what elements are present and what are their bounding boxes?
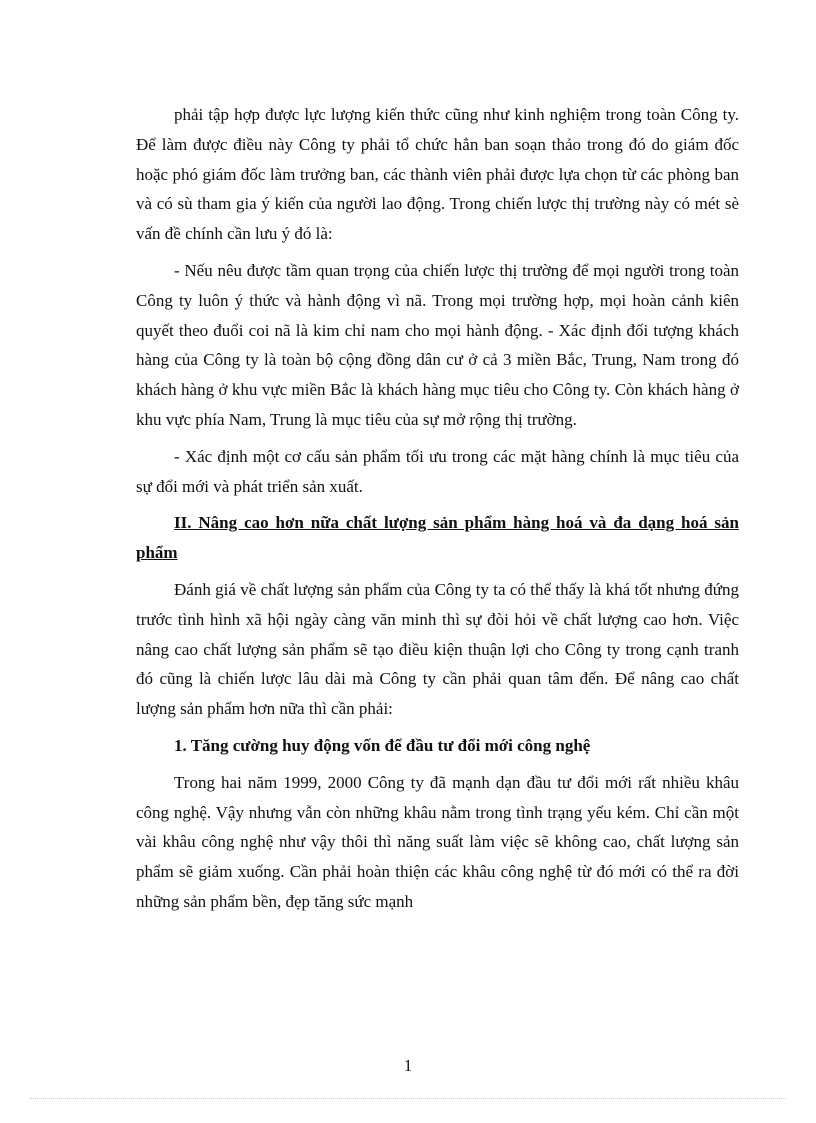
document-body xyxy=(136,100,739,924)
page-number: 1 xyxy=(403,1056,413,1075)
paragraph-quality-assessment: Đánh giá về chất lượng sản phẩm của Công ty ta có thể thấy là khá tốt nhưng đứng trước tình hình xã hội ngày càng văn minh thì sự đòi hỏi về chất lượng cao hơn. Việc nâng cao chất lượng sản phẩm sẽ tạo điều kiện thuận lợi cho Công ty trong cạnh tranh đó cũng là chiến lược lâu dài mà Công ty cần phải quan tâm đến. Để nâng cao chất lượng sản phẩm hơn nữa thì cần phải: xyxy=(136,579,739,719)
paragraph-technology-renewal: Trong hai năm 1999, 2000 Công ty đã mạnh dạn đầu tư đổi mới rất nhiều khâu công nghệ. Vậy nhưng vẫn còn những khâu nằm trong tình trạng yếu kém. Chỉ cần một vài khâu công nghệ như vậy thôi thì năng suất làm việc sẽ không cao, chất lượng sản phẩm sẽ giảm xuống. Cần phải hoàn thiện các khâu công nghệ từ đó mới có thể ra đời những sản phẩm bền, đẹp tăng sức mạnh xyxy=(136,772,739,911)
paragraph-product-structure: - Xác định một cơ cấu sản phẩm tối ưu trong các mặt hàng chính là mục tiêu của sự đổi mới và phát triển sản xuất. xyxy=(136,446,739,496)
section-heading-product-quality: II. Nâng cao hơn nữa chất lượng sản phẩm hàng hoá và đa dạng hoá sản phẩm xyxy=(136,513,739,563)
page-bottom-divider xyxy=(30,1098,786,1099)
subsection-heading-technology-investment: 1. Tăng cường huy động vốn để đầu tư đổi mới công nghệ xyxy=(174,735,591,755)
paragraph-market-strategy-importance: - Nếu nêu được tầm quan trọng của chiến lược thị trường để mọi người trong toàn Công ty luôn ý thức và hành động vì nã. Trong mọi trường hợp, mọi hoàn cảnh kiên quyết theo đuổi coi nã là kim chỉ nam cho mọi hành động. - Xác định đối tượng khách hàng của Công ty là toàn bộ cộng đồng dân cư ở cả 3 miền Bắc, Trung, Nam trong đó khách hàng ở khu vực miền Bắc là khách hàng mục tiêu cho Công ty. Còn khách hàng ở khu vực phía Nam, Trung là mục tiêu của sự mở rộng thị trường. xyxy=(136,260,739,429)
paragraph-organizing-committee: phải tập hợp được lực lượng kiến thức cũng như kinh nghiệm trong toàn Công ty. Để làm được điều này Công ty phải tổ chức hẳn ban soạn thảo trong đó do giám đốc hoặc phó giám đốc làm trưởng ban, các thành viên phải được lựa chọn từ các phòng ban và có sù tham gia ý kiến của người lao động. Trong chiến lược thị trường này có mét sè vấn đề chính cần lưu ý đó là: xyxy=(136,105,739,244)
